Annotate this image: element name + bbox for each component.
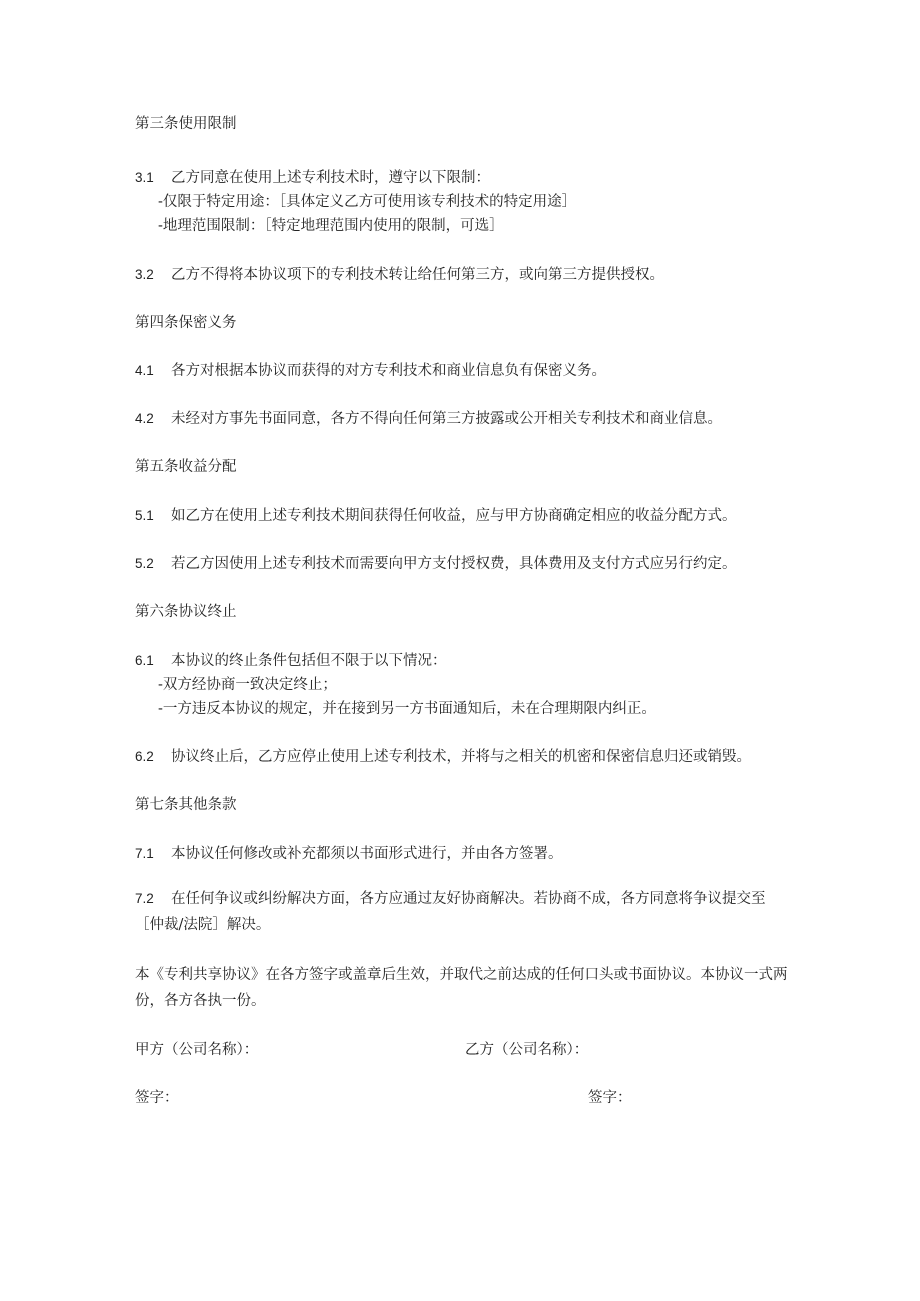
clause-number: 5.1 [135,508,154,523]
clause-text: 本协议任何修改或补充都须以书面形式进行，并由各方签署。 [171,846,563,862]
article-7-heading: 第七条其他条款 [135,797,237,813]
clause-4-2 [135,409,722,429]
clause-3-1 [135,168,490,188]
clause-3-1-item-2: -地理范围限制：［特定地理范围内使用的限制，可选］ [158,218,504,234]
clause-text: 在任何争议或纠纷解决方面，各方应通过友好协商解决。若协商不成，各方同意将争议提交至［仲裁/法院］解决。 [135,891,766,933]
clause-6-1 [135,651,447,671]
clause-text: 乙方不得将本协议项下的专利技术转让给任何第三方，或向第三方提供授权。 [171,267,664,283]
clause-6-1-item-1: -双方经协商一致决定终止； [158,677,337,693]
clause-number: 4.1 [135,363,154,378]
clause-number: 5.2 [135,556,154,571]
clause-6-2 [135,747,751,767]
party-a-label: 甲方（公司名称）： [135,1042,259,1058]
clause-5-1 [135,506,737,526]
clause-number: 3.2 [135,267,154,282]
article-4-heading: 第四条保密义务 [135,315,237,331]
clause-number: 7.2 [135,891,154,906]
clause-7-1 [135,844,563,864]
clause-text: 如乙方在使用上述专利技术期间获得任何收益，应与甲方协商确定相应的收益分配方式。 [171,508,737,524]
party-a-signature-label: 签字： [135,1090,179,1106]
article-3-heading: 第三条使用限制 [135,116,237,132]
clause-text: 协议终止后，乙方应停止使用上述专利技术，并将与之相关的机密和保密信息归还或销毁。 [171,749,751,765]
clause-text: 乙方同意在使用上述专利技术时，遵守以下限制： [171,170,490,186]
closing-paragraph: 本《专利共享协议》在各方签字或盖章后生效，并取代之前达成的任何口头或书面协议。本协议一式两份，各方各执一份。 [135,967,788,1009]
clause-text: 本协议的终止条件包括但不限于以下情况： [171,653,447,669]
clause-number: 6.1 [135,653,154,668]
article-6-heading: 第六条协议终止 [135,604,237,620]
party-b-label: 乙方（公司名称）： [465,1042,589,1058]
clause-3-2 [135,265,664,285]
clause-number: 6.2 [135,749,154,764]
article-5-heading: 第五条收益分配 [135,459,237,475]
clause-5-2 [135,554,737,574]
clause-text: 未经对方事先书面同意，各方不得向任何第三方披露或公开相关专利技术和商业信息。 [171,411,722,427]
clause-text: 若乙方因使用上述专利技术而需要向甲方支付授权费，具体费用及支付方式应另行约定。 [171,556,737,572]
party-b-signature-label: 签字： [588,1090,632,1106]
clause-number: 4.2 [135,411,154,426]
clause-4-1 [135,361,606,381]
clause-6-1-item-2: -一方违反本协议的规定，并在接到另一方书面通知后，未在合理期限内纠正。 [158,701,656,717]
clause-text: 各方对根据本协议而获得的对方专利技术和商业信息负有保密义务。 [171,363,606,379]
clause-3-1-item-1: -仅限于特定用途：［具体定义乙方可使用该专利技术的特定用途］ [158,194,577,210]
clause-number: 7.1 [135,846,154,861]
clause-7-2 [135,886,790,938]
clause-number: 3.1 [135,170,154,185]
